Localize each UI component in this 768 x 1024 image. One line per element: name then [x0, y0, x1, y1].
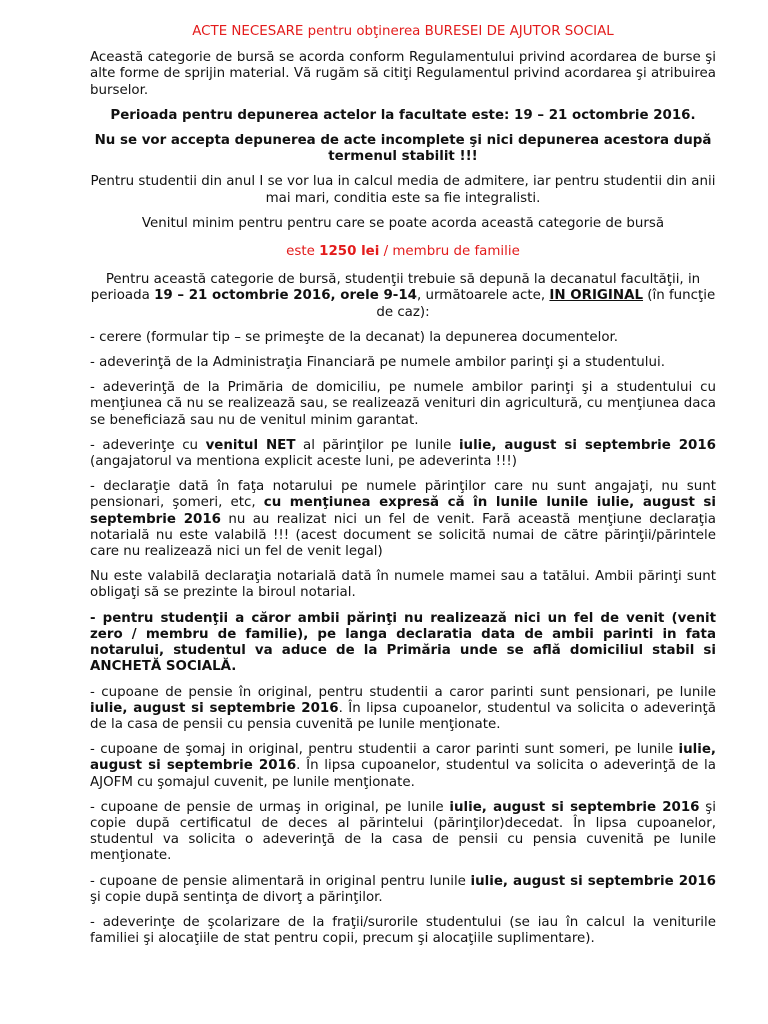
item-urmas-text-2: şi copie după certificatul de deces al părintelui (părinţilor)decedat. În lipsa cupoanelor, studentul va solicita o adeverinţă de la casa de pensii cu pensia cuvenită pe lunile menţionate.	[90, 799, 716, 864]
item-primarie: - adeverinţă de la Primăria de domiciliu, pe numele ambilor parinţi şi a studentului cu menţiunea că nu se realizează sau, se realizează venituri din agricultură, cu menţiunea daca se beneficiază sau nu de venitul minim garantat.	[90, 380, 716, 428]
item-cupoane-somaj	[90, 742, 716, 791]
item-alimentara-text-1: - cupoane de pensie alimentară in original pentru lunile	[90, 873, 471, 889]
in-original-label: IN ORIGINAL	[549, 288, 644, 304]
item-pensie-alimentara	[90, 874, 716, 906]
item-adeverinte-scolarizare: - adeverinţe de şcolarizare de la fraţii/surorile studentului (se iau în calcul la veniturile familiei şi alocaţiile de stat pentru copii, precum şi alocaţiile suplimentare).	[90, 914, 716, 947]
item-administratia-financiara: - adeverinţă de la Administraţia Financiară pe numele ambilor parinţi şi a studentului.	[90, 355, 665, 371]
income-suffix: / membru de familie	[379, 244, 520, 260]
item-somaj-text-2: . În lipsa cupoanelor, studentul va solicita o adeverinţă de la AJOFM cu şomajul cuvenit, pe lunile menţionate.	[90, 758, 716, 790]
item-ancheta-text: - pentru studenţii a căror ambii părinţi nu realizează nici un fel de venit (venit zero / membru de familie), pe langa declaratia data de ambii parinti in fata notarului, studentul va aduce de la Primăria unde se află domiciliul stabil si ANCHETĂ SOCIALĂ.	[90, 610, 716, 675]
page-title: ACTE NECESARE pentru obţinerea BURESEI DE AJUTOR SOCIAL	[192, 24, 614, 39]
item-somaj-bold: iulie, august si septembrie 2016	[90, 742, 716, 774]
period-heading	[90, 108, 716, 124]
item-venit-net-text-1: - adeverinţe cu	[90, 437, 206, 453]
admission-note: Pentru studentii din anul I se vor lua in calcul media de admitere, iar pentru studentii din anii mai mari, conditia este sa fie integralisti.	[90, 174, 716, 206]
period-heading-text: Perioada pentru depunerea actelor la facultate este: 19 – 21 octombrie 2016.	[110, 107, 696, 123]
item-alimentara-bold: iulie, august si septembrie 2016	[470, 873, 716, 889]
item-pensie-text-1: - cupoane de pensie în original, pentru studentii a caror parinti sunt pensionari, pe lunile	[90, 684, 716, 700]
warning-paragraph	[90, 133, 716, 165]
income-amount: 1250 lei	[319, 244, 380, 260]
intro-paragraph: Această categorie de bursă se acorda conform Regulamentului privind acordarea de burse şi alte forme de sprijin material. Vă rugăm să citiţi Regulamentul privind acordarea şi atribuirea burselor.	[90, 50, 716, 98]
item-cupoane-pensie	[90, 685, 716, 734]
submission-text-1: Pentru această categorie de bursă, studenţii trebuie să depună la decanatul facultăţii, in perioada	[90, 272, 701, 304]
income-line: Venitul minim pentru pentru care se poate acorda această categorie de bursă	[141, 215, 665, 231]
item-declaratie-bold: cu menţiunea expresă că în lunile lunile iulie, august si septembrie 2016	[90, 495, 716, 527]
item-pensie-urmas	[90, 800, 716, 865]
item-venit-net-bold-1: venitul NET	[205, 437, 296, 453]
item-declaratie-text-2: nu au realizat nici un fel de venit. Fară această menţiune declaraţia notarială nu este valabilă !!! (acest document se solicită numai de către părinţii/părintele care nu realizează nici un fel de venit legal)	[90, 511, 716, 560]
item-declaratie-text-1: - declaraţie dată în faţa notarului pe numele părinţilor care nu sunt angajaţi, nu sunt pensionari, şomeri, etc,	[90, 479, 716, 511]
submission-period: 19 – 21 octombrie 2016, orele 9-14	[154, 288, 417, 304]
item-pensie-bold: iulie, august si septembrie 2016	[90, 700, 339, 716]
warning-text: Nu se vor accepta depunerea de acte incomplete şi nici depunerea acestora după termenul stabilit !!!	[94, 133, 712, 165]
item-urmas-bold: iulie, august si septembrie 2016	[449, 799, 700, 815]
item-venit-net-text-2: al părinţilor pe lunile	[295, 437, 459, 453]
item-ancheta-sociala	[90, 611, 716, 676]
item-venit-net-bold-2: iulie, august si septembrie 2016	[458, 437, 716, 453]
item-somaj-text-1: - cupoane de şomaj in original, pentru studentii a caror parinti sunt someri, pe lunile	[90, 742, 679, 758]
item-cerere: - cerere (formular tip – se primeşte de la decanat) la depunerea documentelor.	[90, 329, 619, 345]
note-declaratie-valabila: Nu este valabilă declaraţia notarială dată în numele mamei sau a tatălui. Ambii părinţi sunt obligaţi să se prezinte la biroul notarial.	[90, 569, 716, 601]
item-declaratie-notariala	[90, 479, 716, 560]
submission-text-3: (în funcţie de caz):	[376, 288, 716, 320]
item-venit-net-text-3: (angajatorul va mentiona explicit aceste luni, pe adeverinta !!!)	[90, 454, 517, 470]
item-pensie-text-2: . În lipsa cupoanelor, studentul va solicita o adeverinţă de la casa de pensii cu pensia cuvenită pe lunile menţionate.	[90, 700, 716, 732]
income-value	[90, 244, 716, 260]
submission-paragraph	[90, 272, 716, 321]
item-urmas-text-1: - cupoane de pensie de urmaş in original, pe lunile	[90, 799, 450, 815]
item-alimentara-text-2: şi copie după sentinţa de divorţ a părinţilor.	[90, 889, 383, 905]
item-venit-net	[90, 438, 716, 470]
income-prefix: este	[286, 244, 320, 260]
submission-text-2: , următoarele acte,	[417, 288, 550, 304]
